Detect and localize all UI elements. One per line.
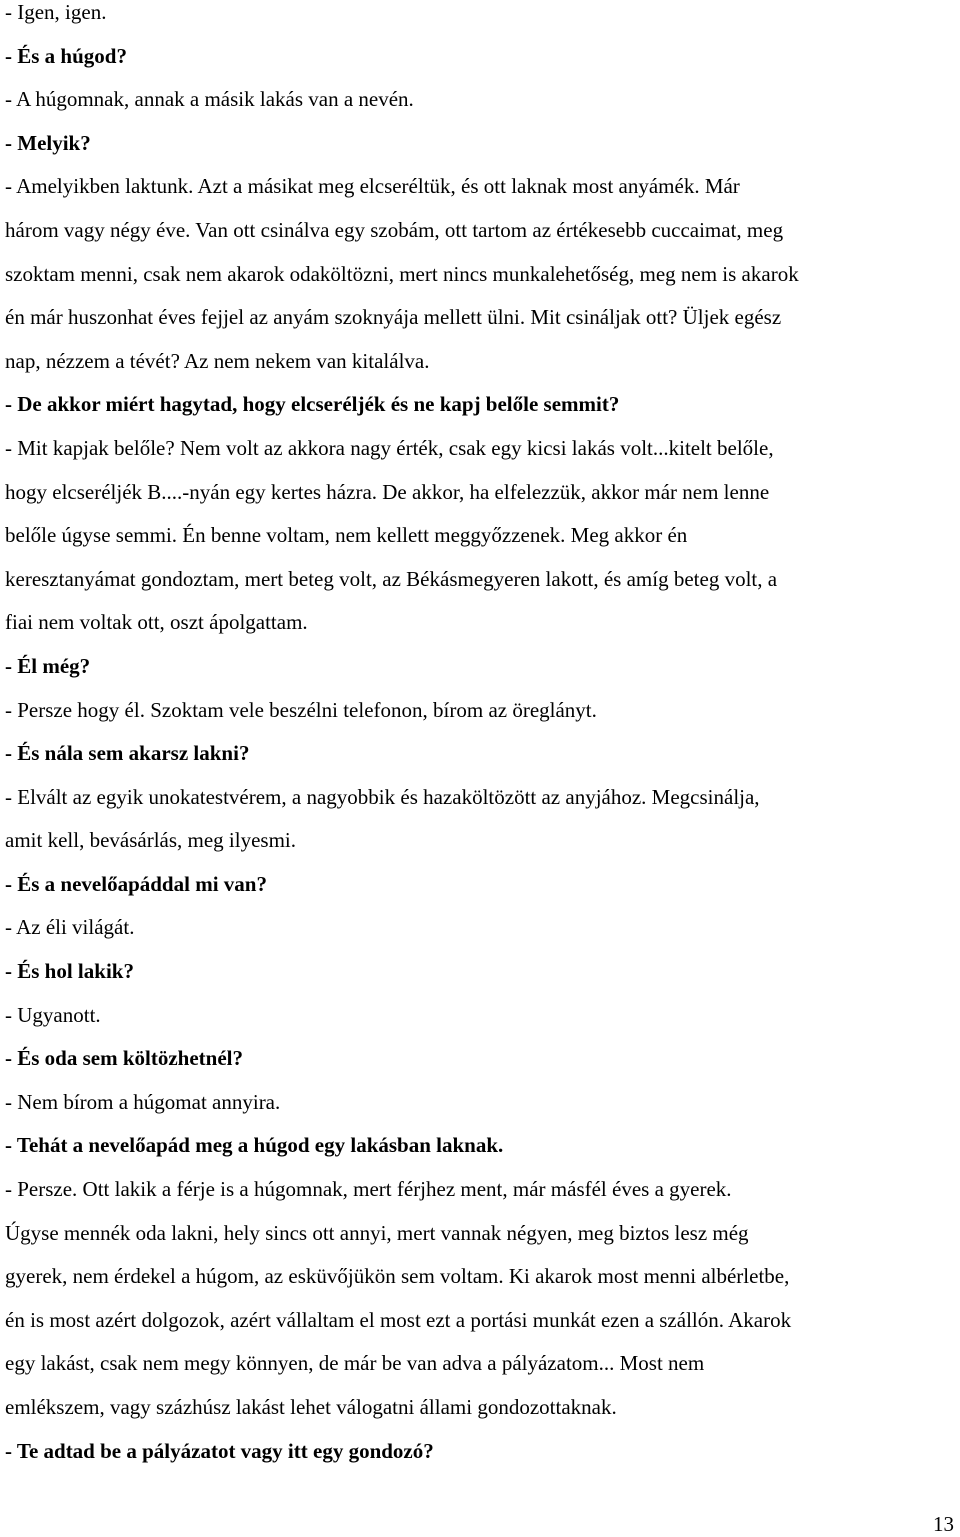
answer-paragraph: - Persze. Ott lakik a férje is a húgomnak, mert férjhez ment, már másfél éves a gyerek. Úgyse mennék oda lakni, hely sincs ott annyi, mert vannak négyen, meg biztos lesz még gyerek, nem érdekel a húgom, az esküvőjükön sem voltam. Ki akarok most menni albérletbe, én is most azért dolgozok, azért vállaltam el most ezt a portási munkát ezen a szállón. Akarok egy lakást, csak nem megy könnyen, de már be van adva a pályázatom... Most nem emlékszem, vagy százhúsz lakást lehet válogatni állami gondozottaknak. (5, 1177, 792, 1419)
answer-paragraph: - Elvált az egyik unokatestvérem, a nagyobbik és hazaköltözött az anyjához. Megcsinálja, amit kell, bevásárlás, meg ilyesmi. (5, 784, 760, 853)
question-paragraph: - És oda sem költözhetnél? (5, 1046, 243, 1071)
question-paragraph: - Tehát a nevelőapád meg a húgod egy lakásban laknak. (5, 1133, 504, 1158)
question-paragraph: - Te adtad be a pályázatot vagy itt egy gondozó? (5, 1438, 434, 1463)
question-paragraph: - És nála sem akarsz lakni? (5, 741, 250, 766)
answer-paragraph: - Mit kapjak belőle? Nem volt az akkora nagy érték, csak egy kicsi lakás volt...kitelt belőle, hogy elcseréljék B....-nyán egy kertes házra. De akkor, ha elfelezzük, akkor már nem lenne belőle úgyse semmi. Én benne voltam, nem kellett meggyőzzenek. Meg akkor én keresztanyámat gondoztam, mert beteg volt, az Békásmegyeren lakott, és amíg beteg volt, a fiai nem voltak ott, oszt ápolgattam. (5, 435, 778, 635)
answer-paragraph: - Az éli világát. (5, 915, 135, 940)
document-page (5, 0, 955, 1473)
question-paragraph: - De akkor miért hagytad, hogy elcseréljék és ne kapj belőle semmit? (5, 392, 620, 417)
question-paragraph: - Melyik? (5, 130, 91, 155)
answer-paragraph: - Amelyikben laktunk. Azt a másikat meg elcseréltük, és ott laknak most anyámék. Már három vagy négy éve. Van ott csinálva egy szobám, ott tartom az értékesebb cuccaimat, meg szoktam menni, csak nem akarok odaköltözni, mert nincs munkalehetőség, meg nem is akarok én már huszonhat éves fejjel az anyám szoknyája mellett ülni. Mit csináljak ott? Üljek egész nap, nézzem a tévét? Az nem nekem van kitalálva. (5, 174, 799, 373)
answer-paragraph: - A húgomnak, annak a másik lakás van a nevén. (5, 87, 414, 112)
answer-paragraph: - Persze hogy él. Szoktam vele beszélni telefonon, bírom az öreglányt. (5, 697, 597, 722)
question-paragraph: - És hol lakik? (5, 959, 134, 984)
page-number: 13 (933, 1512, 954, 1536)
question-paragraph: - Él még? (5, 653, 91, 678)
answer-paragraph: - Ugyanott. (5, 1002, 101, 1027)
answer-paragraph: - Nem bírom a húgomat annyira. (5, 1089, 281, 1114)
question-paragraph: - És a húgod? (5, 43, 127, 68)
answer-paragraph: - Igen, igen. (5, 0, 107, 24)
question-paragraph: - És a nevelőapáddal mi van? (5, 871, 267, 896)
